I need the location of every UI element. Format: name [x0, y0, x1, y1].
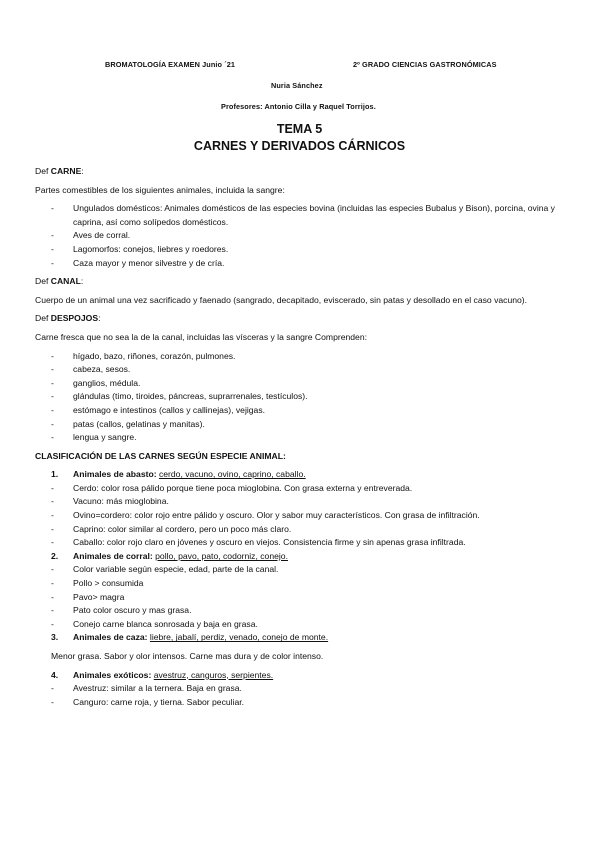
- group-label: Animales de abasto:: [73, 469, 157, 480]
- list-item: - Aves de corral.: [35, 229, 560, 243]
- title-main: CARNES Y DERIVADOS CÁRNICOS: [193, 139, 406, 153]
- group-species: cerdo, vacuno, ovino, caprino, caballo.: [158, 469, 306, 480]
- def-prefix: Def: [35, 276, 51, 287]
- list-item: - cabeza, sesos.: [35, 363, 560, 377]
- carne-intro: Partes comestibles de los siguientes animales, incluida la sangre:: [35, 184, 285, 195]
- group-number: 3.: [51, 632, 59, 643]
- group-exoticos: [35, 669, 560, 683]
- list-item: - Canguro: carne roja, y tierna. Sabor peculiar.: [35, 696, 560, 710]
- document-body: [35, 165, 560, 709]
- list-item: - Color variable según especie, edad, parte de la canal.: [35, 563, 560, 577]
- header-course: BROMATOLOGÍA EXAMEN Junio ´21: [105, 60, 236, 69]
- group-species: pollo, pavo, pato, codorniz, conejo.: [155, 550, 288, 561]
- list-item: - Lagomorfos: conejos, liebres y roedores.: [35, 243, 560, 257]
- list-item: - Caprino: color similar al cordero, pero un poco más claro.: [35, 523, 560, 537]
- group-species: avestruz, canguros, serpientes.: [153, 669, 274, 680]
- list-item: - Ovino=cordero: color rojo entre pálido y oscuro. Olor y sabor muy característicos. Con grasa de infiltración.: [35, 509, 560, 523]
- group-species: liebre, jabalí, perdiz, venado, conejo de monte.: [149, 632, 329, 643]
- list-item: - ganglios, médula.: [35, 377, 560, 391]
- group-number: 1.: [51, 469, 59, 480]
- carne-list: [35, 202, 560, 270]
- list-item: - Cerdo: color rosa pálido porque tiene poca mioglobina. Con grasa externa y entreverada.: [35, 482, 560, 496]
- group-abasto: [35, 468, 560, 482]
- abasto-list: [35, 482, 560, 550]
- despojos-intro: Carne fresca que no sea la de la canal, incluidas las vísceras y la sangre Comprenden:: [35, 331, 367, 342]
- despojos-list: [35, 350, 560, 445]
- def-canal-heading: [35, 275, 560, 289]
- list-item: - patas (callos, gelatinas y manitas).: [35, 418, 560, 432]
- list-item: - estómago e intestinos (callos y callinejas), vejigas.: [35, 404, 560, 418]
- def-carne-heading: [35, 165, 560, 179]
- list-item: - Caballo: color rojo claro en jóvenes y oscuro en viejos. Consistencia firme y sin apenas grasa infiltrada.: [35, 536, 560, 550]
- clasificacion-heading: CLASIFICACIÓN DE LAS CARNES SEGÚN ESPECIE ANIMAL:: [35, 450, 286, 461]
- list-item: - hígado, bazo, riñones, corazón, pulmones.: [35, 350, 560, 364]
- header-degree: 2º GRADO CIENCIAS GASTRONÓMICAS: [353, 60, 497, 69]
- exoticos-list: [35, 682, 560, 709]
- list-item: - Pollo > consumida: [35, 577, 560, 591]
- def-suffix: :: [98, 313, 101, 324]
- group-corral: [35, 550, 560, 564]
- caza-note: Menor grasa. Sabor y olor intensos. Carne mas dura y de color intenso.: [51, 651, 324, 661]
- list-item: - Pavo> magra: [35, 591, 560, 605]
- group-label: Animales de corral:: [73, 550, 153, 561]
- group-caza: [35, 631, 560, 645]
- def-term: DESPOJOS: [50, 313, 99, 324]
- def-suffix: :: [80, 276, 84, 287]
- canal-text: Cuerpo de un animal una vez sacrificado y faenado (sangrado, decapitado, eviscerado, sin patas y desollado en el caso vacuno).: [35, 294, 528, 305]
- group-label: Animales de caza:: [73, 632, 148, 643]
- group-number: 2.: [51, 550, 59, 561]
- list-item: - Ungulados domésticos: Animales domésticos de las especies bovina (incluidas las especies Bubalus y Bison), porcina, ovina y caprina, así como solípedos domésticos.: [35, 202, 560, 229]
- group-label: Animales exóticos:: [73, 669, 152, 680]
- def-prefix: Def: [35, 166, 51, 176]
- list-item: - lengua y sangre.: [35, 431, 560, 445]
- list-item: - Pato color oscuro y mas grasa.: [35, 604, 560, 618]
- list-item: - Vacuno: más mioglobina.: [35, 495, 560, 509]
- title-tema: TEMA 5: [276, 122, 323, 136]
- def-term: CARNE: [50, 166, 82, 176]
- def-term: CANAL: [50, 276, 81, 287]
- def-suffix: :: [81, 166, 84, 176]
- header-professors: Profesores: Antonio Cilla y Raquel Torrijos.: [221, 102, 376, 111]
- list-item: - Avestruz: similar a la ternera. Baja en grasa.: [35, 682, 560, 696]
- corral-list: [35, 563, 560, 631]
- list-item: - Caza mayor y menor silvestre y de cría.: [35, 257, 560, 271]
- header-author: Nuria Sánchez: [271, 81, 323, 90]
- group-number: 4.: [51, 669, 59, 680]
- def-prefix: Def: [35, 313, 51, 324]
- def-despojos-heading: [35, 312, 560, 326]
- list-item: - Conejo carne blanca sonrosada y baja en grasa.: [35, 618, 560, 632]
- list-item: - glándulas (timo, tiroides, páncreas, suprarrenales, testículos).: [35, 390, 560, 404]
